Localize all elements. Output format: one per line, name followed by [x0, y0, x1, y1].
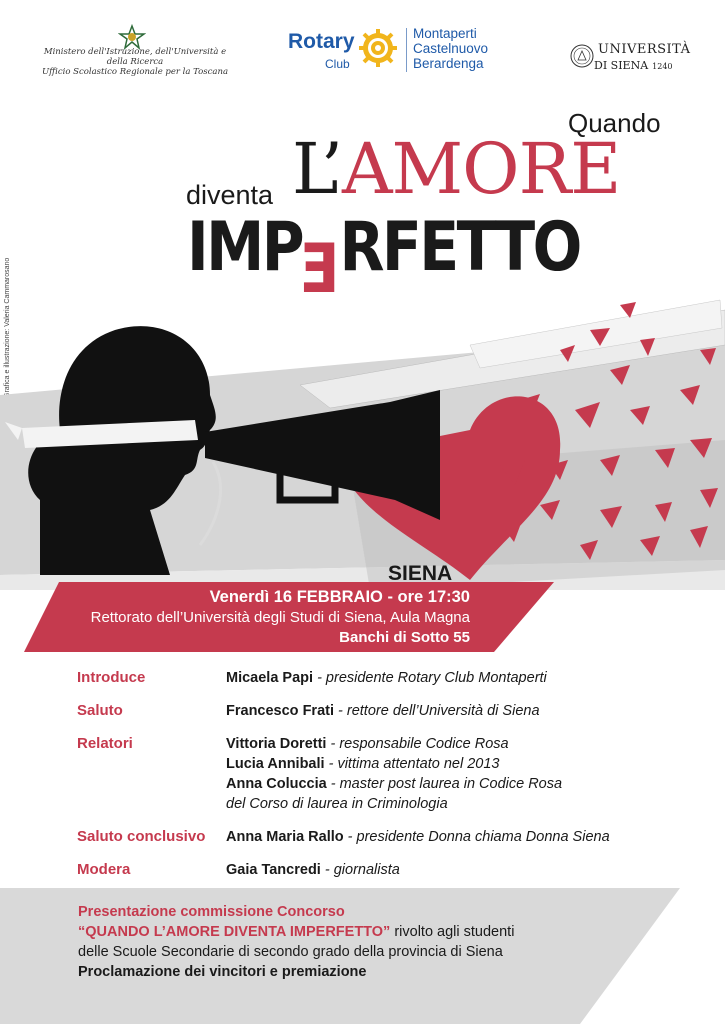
- university-city: [594, 59, 673, 72]
- presentation-line4: Proclamazione dei vincitori e premiazione: [78, 964, 367, 980]
- program-person: [226, 701, 717, 721]
- person-desc: - rettore dell’Università di Siena: [334, 703, 540, 719]
- program-person: [226, 794, 717, 814]
- program-people: [226, 668, 717, 688]
- presentation-line3: delle Scuole Secondarie di secondo grado della provincia di Siena: [78, 944, 503, 960]
- title-amore-word: AMORE: [341, 128, 621, 210]
- person-name: Anna Maria Rallo: [226, 829, 344, 845]
- program-people: [226, 860, 717, 880]
- illustration: [0, 290, 725, 620]
- program-person: [226, 734, 717, 754]
- event-venue: Rettorato dell’Università degli Studi di Siena, Aula Magna: [90, 609, 470, 626]
- rotary-place-names: [413, 26, 488, 71]
- title-l-apostrophe: L’: [292, 128, 342, 210]
- program-row-relatori: [77, 734, 717, 814]
- rotary-place-3: Berardenga: [413, 56, 484, 71]
- person-name: Vittoria Doretti: [226, 736, 327, 752]
- program-role: Saluto: [77, 702, 123, 719]
- program-person: [226, 827, 717, 847]
- presentation-line2-rest: rivolto agli studenti: [390, 924, 515, 940]
- program-people: [226, 734, 717, 814]
- contest-title: “QUANDO L’AMORE DIVENTA IMPERFETTO”: [78, 924, 391, 940]
- person-name: Gaia Tancredi: [226, 862, 321, 878]
- person-desc: - presidente Rotary Club Montaperti: [313, 670, 547, 686]
- program-row-saluto: [77, 701, 717, 721]
- program-role: Relatori: [77, 735, 133, 752]
- program-role: Introduce: [77, 669, 146, 686]
- university-seal-icon: [570, 44, 594, 68]
- title-imp: IMP: [187, 208, 303, 287]
- title-amore: [292, 128, 620, 210]
- ministero-caption: [40, 47, 230, 77]
- rotary-wheel-icon: [358, 28, 398, 68]
- program-person: [226, 774, 717, 794]
- person-desc: - master post laurea in Codice Rosa: [326, 776, 563, 792]
- program-role: Saluto conclusivo: [77, 828, 206, 845]
- program-list: [77, 668, 717, 893]
- program-people: [226, 701, 717, 721]
- rotary-logo-text: Rotary: [288, 30, 355, 53]
- program-row-saluto-conclusivo: [77, 827, 717, 847]
- rotary-place-1: Montaperti: [413, 26, 477, 41]
- person-desc: del Corso di laurea in Criminologia: [226, 796, 448, 812]
- university-city-text: DI SIENA: [594, 59, 649, 72]
- person-desc: - presidente Donna chiama Donna Siena: [343, 829, 610, 845]
- ministero-line2: Ufficio Scolastico Regionale per la Toscana: [41, 67, 229, 77]
- person-desc: - vittima attentato nel 2013: [324, 756, 500, 772]
- illustration-credit: Grafica e illustrazione: Valeria Cammarosano: [4, 257, 11, 398]
- person-name: Micaela Papi: [226, 670, 314, 686]
- program-person: [226, 668, 717, 688]
- rotary-club-text: Club: [325, 57, 350, 71]
- presentation-line1: Presentazione commissione Concorso: [78, 904, 345, 920]
- program-people: [226, 827, 717, 847]
- person-desc: - giornalista: [320, 862, 400, 878]
- program-row-introduce: [77, 668, 717, 688]
- event-address: Banchi di Sotto 55: [339, 629, 470, 646]
- person-desc: - responsabile Codice Rosa: [326, 736, 509, 752]
- person-name: Lucia Annibali: [226, 756, 325, 772]
- person-name: Anna Coluccia: [226, 776, 327, 792]
- ministero-line1: Ministero dell'Istruzione, dell'Università e della Ricerca: [43, 47, 227, 67]
- title-quando: Quando: [568, 108, 661, 138]
- university-name: UNIVERSITÀ: [598, 42, 691, 57]
- program-role: Modera: [77, 861, 131, 878]
- event-city: SIENA: [388, 562, 453, 585]
- program-person: [226, 754, 717, 774]
- presentation-block: [78, 902, 698, 982]
- program-person: [226, 860, 717, 880]
- presentation-line2: [78, 922, 698, 942]
- university-year: 1240: [652, 62, 673, 71]
- program-row-modera: [77, 860, 717, 880]
- event-date: Venerdì 16 FEBBRAIO - ore 17:30: [209, 588, 470, 606]
- title-diventa: diventa: [186, 180, 274, 210]
- title-imperfetto: [187, 208, 580, 309]
- person-name: Francesco Frati: [226, 703, 334, 719]
- title-rfetto: RFETTO: [339, 208, 580, 287]
- rotary-place-2: Castelnuovo: [413, 41, 489, 56]
- title-inverted-e: E: [302, 230, 340, 309]
- rotary-separator: [406, 28, 407, 72]
